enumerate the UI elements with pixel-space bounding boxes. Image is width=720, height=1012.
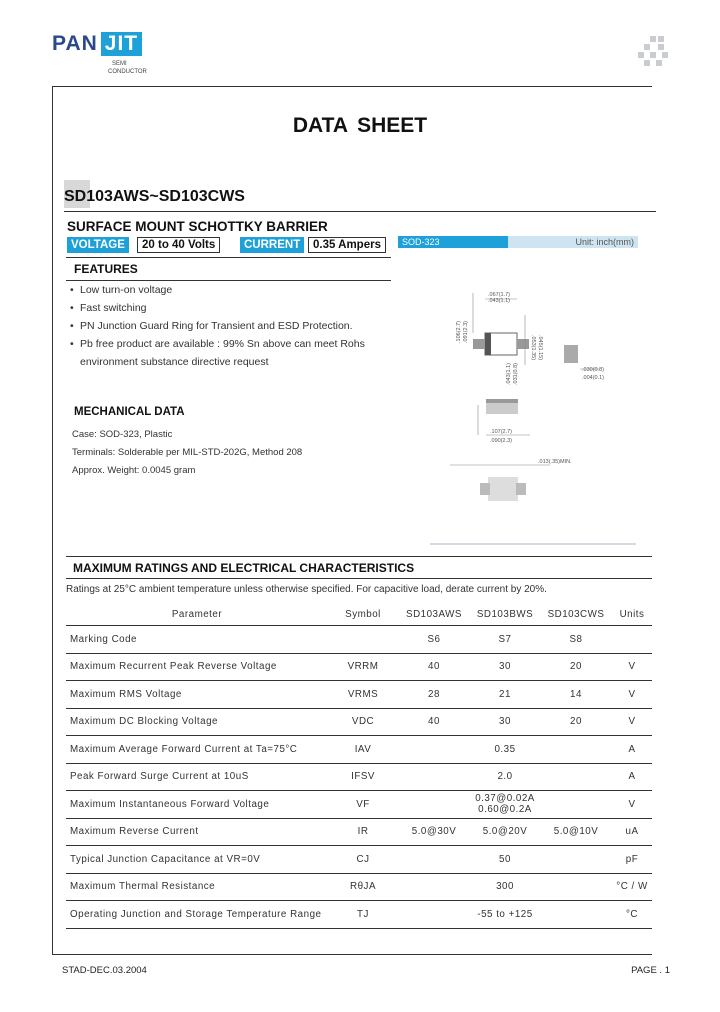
- dim-label: .045(1.15): [537, 335, 543, 361]
- table-row: Maximum Instantaneous Forward Voltage VF 0.37@0.02A 0.60@0.2A V: [66, 791, 652, 819]
- header-sd103cws: SD103CWS: [540, 603, 612, 626]
- feature-item: • Low turn-on voltage: [70, 284, 173, 296]
- table-row: Maximum Average Forward Current at Ta=75°C IAV 0.35 A: [66, 736, 652, 764]
- end-view-body: [486, 402, 518, 414]
- dim-label: .091(2.3): [463, 320, 469, 343]
- lead-left: [473, 339, 485, 349]
- table-row: Marking Code S6 S7 S8: [66, 626, 652, 654]
- table-row: Maximum DC Blocking Voltage VDC 40 30 20 V: [66, 708, 652, 736]
- ratings-table: [66, 603, 652, 929]
- ratings-title: MAXIMUM RATINGS AND ELECTRICAL CHARACTERISTICS: [73, 561, 415, 575]
- table-header-row: [66, 603, 652, 626]
- dim-label: .107(2.7): [490, 429, 513, 435]
- logo-pan: PAN: [52, 32, 98, 55]
- feature-item: • Fast switching: [70, 302, 147, 314]
- part-number: SD103AWS~SD103CWS: [64, 188, 245, 205]
- side-view: [564, 345, 578, 363]
- corner-pattern-icon: [638, 36, 668, 66]
- ratings-top-rule: [66, 556, 652, 557]
- frame-bottom-rule: [52, 954, 652, 955]
- package-unit-note: Unit: inch(mm): [575, 237, 634, 247]
- feature-item: • Pb free product are available : 99% Sn above can meet Rohs: [70, 338, 365, 350]
- cathode-band: [485, 333, 491, 355]
- frame-left-rule: [52, 86, 53, 955]
- logo-subtitle: [108, 60, 147, 76]
- dim-label: .043(1.1): [488, 298, 511, 304]
- header-units: Units: [612, 603, 652, 626]
- logo-jit: JIT: [101, 32, 142, 56]
- frame-top-rule: [52, 86, 652, 87]
- document-title: DATA SHEET: [292, 114, 428, 137]
- feature-item: environment substance directive request: [80, 356, 269, 368]
- dim-label: .031(0.8): [513, 362, 519, 385]
- footer-date: STAD-DEC.03.2004: [62, 965, 147, 976]
- dim-label: .030(0.8): [582, 367, 605, 373]
- part-rule: [64, 211, 656, 212]
- package-bar: [398, 236, 638, 248]
- voltage-label: VOLTAGE: [67, 237, 129, 253]
- dim-label: .067(1.7): [488, 292, 511, 298]
- table-row: Typical Junction Capacitance at VR=0V CJ 50 pF: [66, 846, 652, 874]
- logo-sub-conductor: CONDUCTOR: [108, 69, 147, 75]
- mechanical-item: Approx. Weight: 0.0045 gram: [72, 465, 196, 476]
- table-row: Maximum Reverse Current IR 5.0@30V 5.0@20V 5.0@10V uA: [66, 818, 652, 846]
- mechanical-title: MECHANICAL DATA: [74, 406, 185, 418]
- header-sd103bws: SD103BWS: [470, 603, 540, 626]
- current-label: CURRENT: [240, 237, 304, 253]
- ratings-note: Ratings at 25°C ambient temperature unless otherwise specified. For capacitive load, derate current by 20%.: [66, 584, 547, 595]
- dim-label: .004(0.1): [582, 375, 605, 381]
- dim-label: .106(2.7): [456, 320, 462, 343]
- header-sd103aws: SD103AWS: [398, 603, 470, 626]
- dim-label: .053(1.35): [530, 335, 536, 361]
- logo-sub-semi: SEMI: [112, 61, 127, 67]
- lead-right: [517, 339, 529, 349]
- dim-label: .090(2.3): [490, 438, 513, 444]
- table-row: Operating Junction and Storage Temperature Range TJ -55 to +125 °C: [66, 901, 652, 929]
- dim-label: .013(.35)MIN.: [538, 459, 572, 465]
- table-row: Maximum Recurrent Peak Reverse Voltage VRRM 40 30 20 V: [66, 653, 652, 681]
- feature-item: • PN Junction Guard Ring for Transient and ESD Protection.: [70, 320, 353, 332]
- package-name: SOD-323: [398, 236, 508, 248]
- package-drawing: [430, 285, 650, 545]
- dim-label: .043(1.1): [506, 362, 512, 385]
- current-value: 0.35 Ampers: [308, 237, 386, 253]
- table-row: Maximum RMS Voltage VRMS 28 21 14 V: [66, 681, 652, 709]
- product-subtitle: SURFACE MOUNT SCHOTTKY BARRIER: [67, 219, 328, 234]
- table-row: Peak Forward Surge Current at 10uS IFSV 2.0 A: [66, 763, 652, 791]
- header-symbol: Symbol: [328, 603, 398, 626]
- voltage-value: 20 to 40 Volts: [137, 237, 220, 253]
- panjit-logo: [52, 32, 142, 56]
- mechanical-item: Case: SOD-323, Plastic: [72, 429, 173, 440]
- features-title: FEATURES: [74, 262, 138, 276]
- table-row: Maximum Thermal Resistance RθJA 300 °C / W: [66, 873, 652, 901]
- ratings-title-rule: [66, 578, 652, 579]
- footer-page: PAGE . 1: [631, 965, 670, 976]
- footprint: [488, 477, 518, 501]
- mechanical-item: Terminals: Solderable per MIL-STD-202G, Method 208: [72, 447, 303, 458]
- header-parameter: Parameter: [66, 603, 328, 626]
